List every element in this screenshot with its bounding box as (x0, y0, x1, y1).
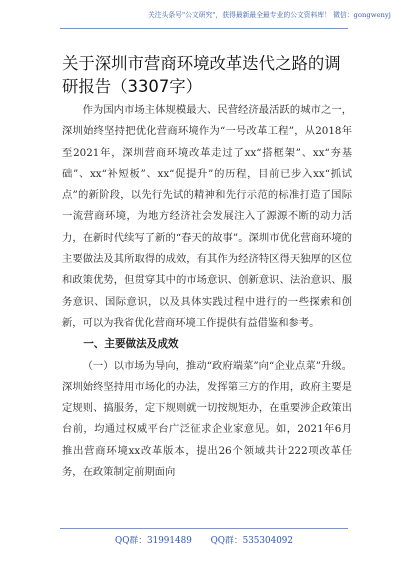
footer-qq-group-2: QQ群：535304092 (210, 536, 293, 546)
document-title: 关于深圳市营商环境改革迭代之路的调研报告（3307字） (62, 54, 341, 96)
paragraph-intro: 作为国内市场主体规模最大、民营经济最活跃的城市之一，深圳始终坚持把优化营商环境作为“一号改革工程”，从2018年至2021年，深圳营商环境改革走过了xx“搭框架”、xx“夯基础”、xx“补短板”、xx“促提升”的历程，目前已步入xx“抓试点”的新阶段，以先行先试的精神和先行示范的标准打造了国际一流营商环境，为地方经济社会发展注入了源源不断的动力活力，在新时代续写了新的“春天的故事”。深圳市优化营商环境的主要做法及其所取得的成效，有其作为经济特区得天独厚的区位和政策优势，但贯穿其中的市场意识、创新意识、法治意识、服务意识、国际意识，以及具体实践过程中进行的一些探索和创新，可以为我省优化营商环境工作提供有益借鉴和参考。 (62, 104, 352, 329)
footer (0, 533, 408, 546)
header-divider (60, 28, 348, 29)
paragraph-market-oriented: （一）以市场为导向，推动“政府端菜”向“企业点菜”升级。深圳始终坚持用市场化的办法，发挥第三方的作用，政府主要是定规则、搞服务，定下规则就一切按规矩办，在重要涉企政策出台前，均通过权威平台广泛征求企业家意见。如，2021年6月推出营商环境xx改革版本，提出26个领域共计222项改革任务，在政策制定前期面向 (62, 359, 352, 479)
document-body (62, 100, 352, 483)
header-banner: 关注头条号"公文研究"，获得最新最全最专业的公文资料库！ 微信：gongwenyj (148, 11, 391, 19)
footer-divider (60, 528, 348, 529)
footer-qq-group-1: QQ群：31991489 (115, 536, 192, 546)
section-heading: 一、主要做法及成效 (83, 338, 179, 351)
